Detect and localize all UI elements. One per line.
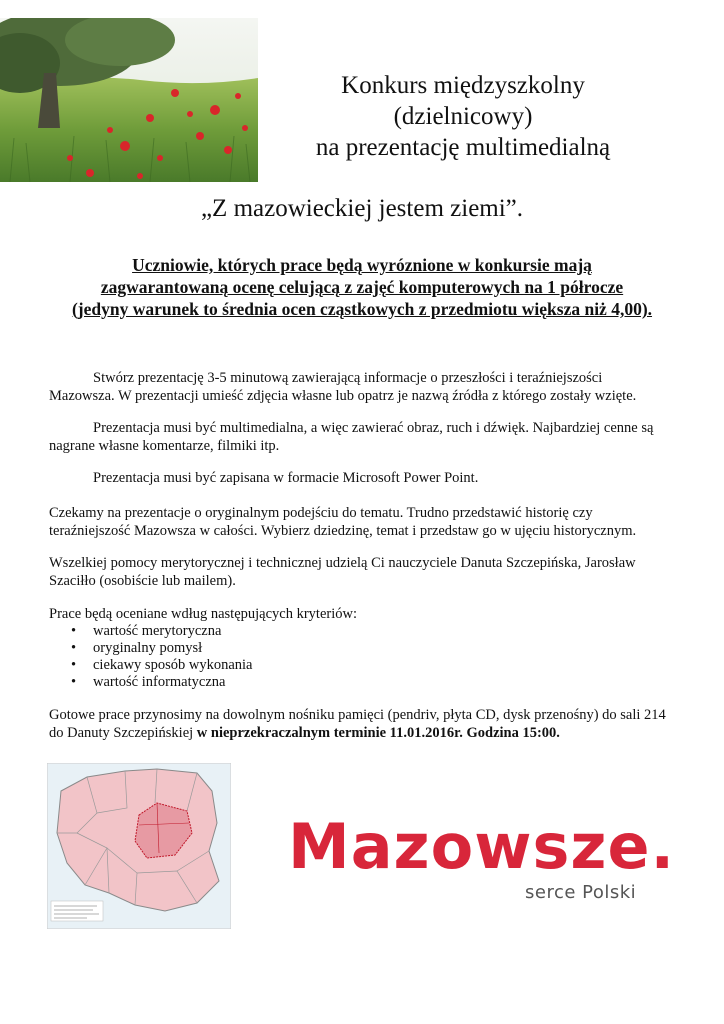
list-item	[49, 623, 252, 640]
criteria-list	[49, 623, 252, 691]
list-item	[49, 640, 252, 657]
criterion-text: wartość informatyczna	[93, 674, 226, 690]
notice-line-3: (jedyny warunek to średnia ocen cząstkowych z przedmiotu większa niż 4,00).	[71, 299, 653, 319]
criterion-text: oryginalny pomysł	[93, 640, 203, 656]
bullet: •	[71, 623, 77, 639]
paragraph-help: Wszelkiej pomocy merytorycznej i technicznej udzielą Ci nauczyciele Danuta Szczepińska, Jarosław Szaciłło (osobiście lub mailem).	[49, 555, 636, 589]
notice-line-1: Uczniowie, których prace będą wyróznione w konkursie mają	[132, 255, 592, 275]
header-photo	[0, 18, 258, 182]
paragraph-approach: Czekamy na prezentacje o oryginalnym podejściu do tematu. Trudno przedstawić historię czy teraźniejszość Mazowsza w całości. Wybierz dziedzinę, temat i przedstaw go w ujęciu historycznym.	[49, 505, 637, 539]
contest-title	[258, 70, 668, 163]
submission-deadline: w nieprzekraczalnym terminie 11.01.2016r. Godzina 15:00.	[196, 725, 560, 741]
title-line-2: (dzielnicowy)	[393, 103, 533, 130]
submission-text: Gotowe prace przynosimy na dowolnym nośniku pamięci (pendriv, płyta CD, dysk przenośny) do sali 214 do Danuty Szczepińskiej	[49, 707, 666, 741]
paragraph-format: Prezentacja musi być zapisana w formacie Microsoft Power Point.	[93, 470, 479, 486]
criterion-text: wartość merytoryczna	[93, 623, 222, 639]
title-line-3: na prezentację multimedialną	[315, 134, 611, 161]
bullet: •	[71, 657, 77, 673]
poland-map	[47, 763, 231, 929]
award-notice	[30, 254, 694, 320]
notice-line-2: zagwarantowaną ocenę celującą z zajęć komputerowych na 1 półrocze	[100, 277, 624, 297]
bullet: •	[71, 640, 77, 656]
paragraph-task: Stwórz prezentację 3-5 minutową zawierającą informacje o przeszłości i teraźniejszości Mazowsza. W prezentacji umieść zdjęcia własne lub opatrz je nazwą źródła z którego zostały wzięte.	[49, 370, 637, 404]
title-line-1: Konkurs międzyszkolny	[341, 72, 585, 99]
contest-theme: „Z mazowieckiej jestem ziemi”.	[200, 195, 524, 222]
list-item	[49, 657, 252, 674]
bullet: •	[71, 674, 77, 690]
list-item	[49, 674, 252, 691]
paragraph-multimedia: Prezentacja musi być multimedialna, a więc zawierać obraz, ruch i dźwięk. Najbardziej cenne są nagrane własne komentarze, filmiki itp.	[49, 420, 654, 454]
meadow-poppies-image	[0, 18, 258, 182]
paragraph-criteria-intro: Prace będą oceniane wdług następujących kryteriów:	[49, 606, 357, 622]
mazowsze-logo-word: Mazowsze.	[288, 810, 676, 883]
poland-map-image	[47, 763, 231, 929]
paragraph-submission	[49, 706, 671, 742]
mazowsze-logo-tagline: serce Polski	[525, 882, 637, 903]
criterion-text: ciekawy sposób wykonania	[93, 657, 253, 673]
